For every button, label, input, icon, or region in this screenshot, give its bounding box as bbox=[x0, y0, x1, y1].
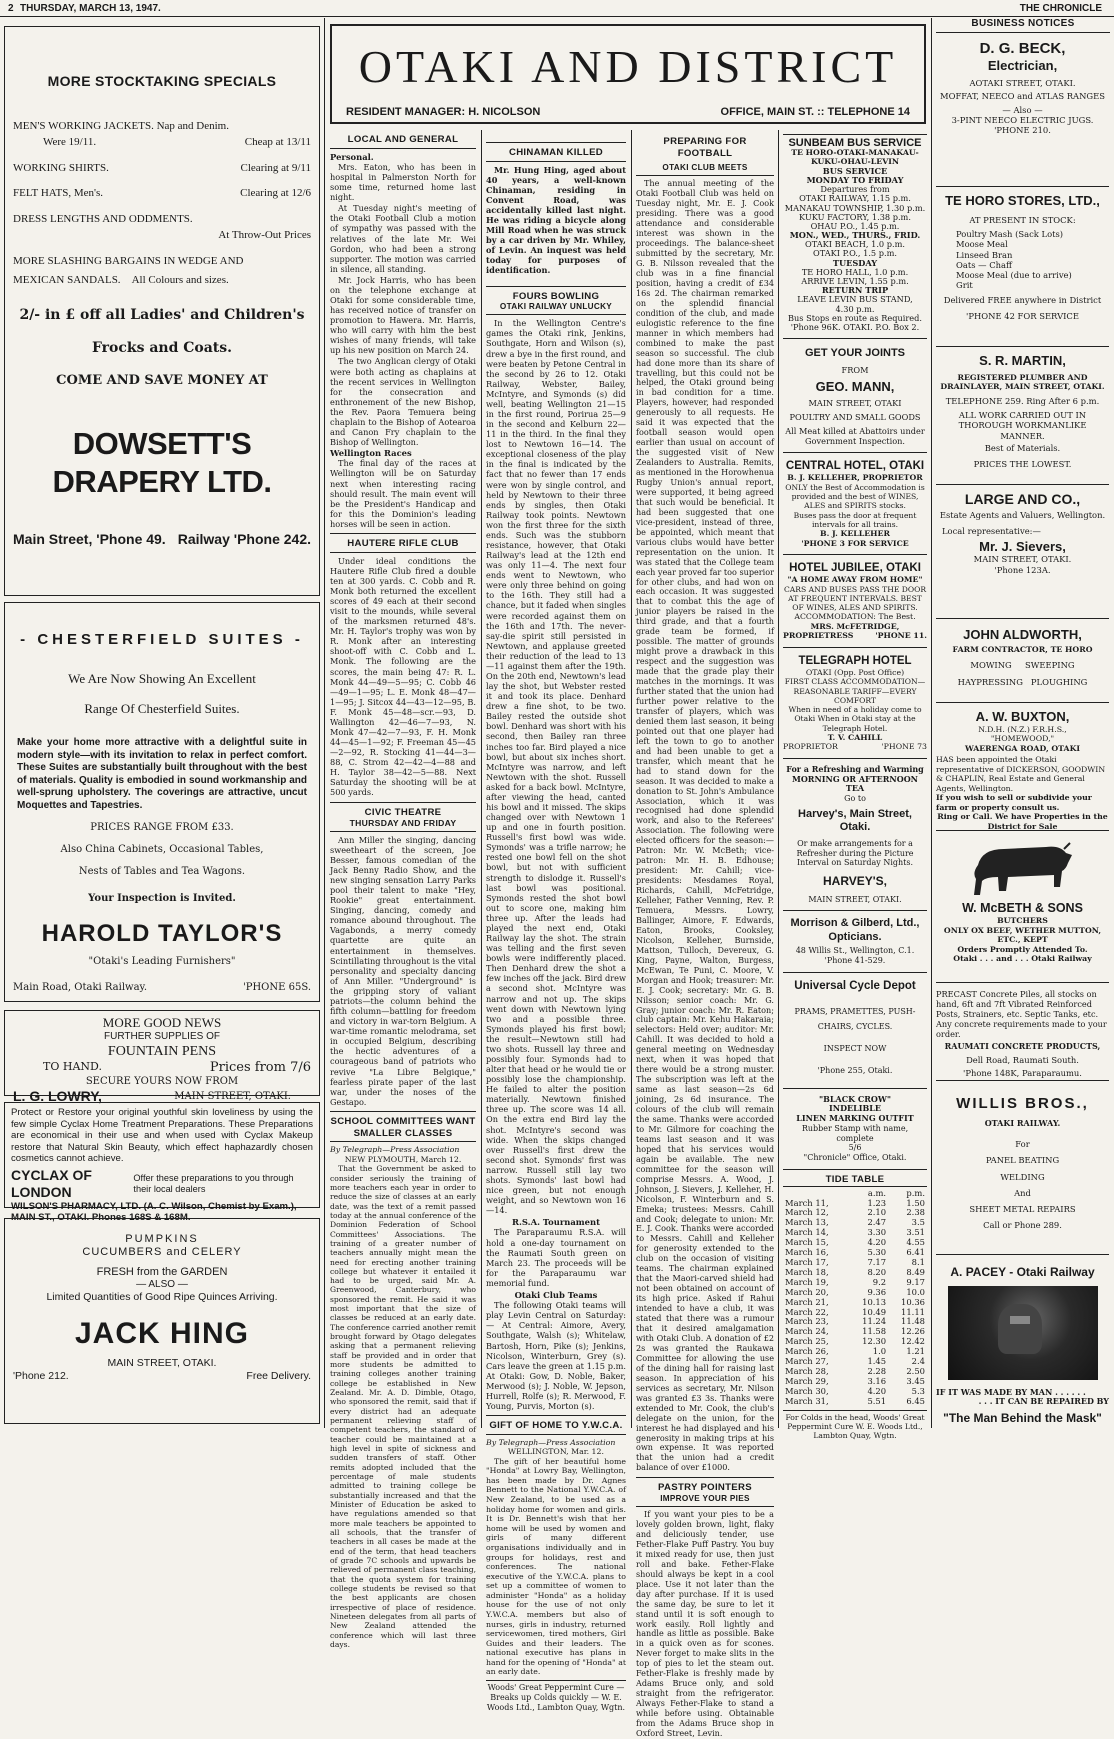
dowsett-line: WORKING SHIRTS. bbox=[13, 161, 109, 174]
taylor-address: Main Road, Otaki Railway. bbox=[13, 982, 148, 994]
dowsett-line: MEN'S WORKING JACKETS. Nap and Denim. bbox=[13, 120, 229, 133]
column-ads bbox=[783, 134, 927, 1441]
tide-row: March 13, 2.47 3.5 bbox=[785, 1217, 925, 1228]
masthead-office: OFFICE, MAIN ST. :: TELEPHONE 14 bbox=[720, 106, 910, 118]
te-horo-stores-ad: TE HORO STORES, LTD., AT PRESENT IN STOCK: Poultry Mash (Sack Lots) Moose Meal Linseed Bran Oats — Chaff Moose Meal (due to arrive) Grit Delivered FREE anywhere in District 'PHONE 42 FOR SERVICE bbox=[936, 186, 1109, 321]
taylor-title: - CHESTERFIELD SUITES - bbox=[20, 631, 304, 648]
welder-photo bbox=[948, 1286, 1098, 1380]
taylor-line: Range Of Chesterfield Suites. bbox=[84, 701, 240, 717]
tide-row: March 26, 1.0 1.21 bbox=[785, 1346, 925, 1357]
buxton-ad: A. W. BUXTON, N.D.H. (N.Z.) F.R.H.S., "HOMEWOOD," WAERENGA ROAD, OTAKI HAS been appointed the Otaki representative of DICKERSON, GOODWIN & CHAPLIN, Real Estate and General Agents, Wellington. If you wish to sell or subdivide your farm or property consult us. Ring or Call. We have Properties in the District for Sale bbox=[936, 702, 1109, 831]
article-text: Under ideal conditions the Hautere Rifle Club fired a double ten at 300 yards. C. Cobb and R. Monk both returned the excellent scores of 49 each at their second visit to the mounds, while several of the marksmen returned 48's. Mr. H. Taylor's trophy was won by R. Monk after an interesting shoot-off with C. Cobb and L. Monk. The following are the scores, the main being 47: R. L. Monk 44—49—5—95; C. Cobb 46—49—1—95; L. E. Monk 48—47—1—95; J. Sitcox 44—43—12—95, B. F. Monk 45—48—scr.—93, D. Wallington 42—46—7—93, N. Monk 47—42—7—93, F. H. Monk 44—45—1—92; F. Freeman 45—45—2—92, R. Stocking 41—44—3—88, C. Strom 42—42—4—88 and H. Taylor 38—42—5—88. Next Saturday the shooting will be at 500 yards. bbox=[330, 555, 476, 798]
taylor-body: Make your home more attractive with a delightful suite in modern style—with its invitation to relax in perfect comfort. These Suites are substantially built throughout with the best of materials. Quality is embodied in sound workmanship and well-sprung upholstery. The coverings are attractive, uncut Moquettes and Tapestries. bbox=[17, 737, 307, 811]
article-text: Mrs. Eaton, who has been in hospital in Palmerston North for some time, returned home last night. At Tuesday night's meeting of the Otaki Football Club a motion of sympathy was passed with the relatives of the late Mr. Wei Gordon, who had been a strong supporter. The motion was carried in silence, all standing. Mr. Jock Harris, who has been on the telephone exchange at Otaki for some considerable time, has received notice of transfer on promotion to Hawera. Mr. Harris, who will carry with him the best wishes of many friends, will take up his new position on March 24. The two Anglican clergy of Otaki were both acting as chaplains at the recent services in Wellington for the consecration and enthronement of the new Bishop, the Rev. Paora Temuera being chaplain to the Bishop of Aotearoa and Canon Fry chaplain to the Bishop of Wellington. bbox=[330, 161, 476, 448]
page-number: 2 bbox=[8, 3, 14, 14]
dowsett-line: At Throw-Out Prices bbox=[218, 229, 311, 242]
dowsett-line: MORE SLASHING BARGAINS IN WEDGE AND bbox=[13, 254, 244, 267]
hing-line: FRESH from the GARDEN bbox=[96, 1265, 228, 1278]
tide-row: March 12, 2.10 2.38 bbox=[785, 1207, 925, 1218]
tide-row: March 11, 1.23 1.50 bbox=[785, 1197, 925, 1208]
large-and-co-ad: LARGE AND CO., Estate Agents and Valuers, Wellington. Local representative:— Mr. J. Sievers, MAIN STREET, OTAKI. 'Phone 123A. bbox=[936, 484, 1109, 575]
dowsett-line: 2/- in £ off all Ladies' and Children's bbox=[19, 307, 305, 324]
hing-line: Limited Quantities of Good Ripe Quinces Arriving. bbox=[46, 1291, 278, 1304]
subheading: R.S.A. Tournament bbox=[512, 1217, 600, 1228]
article-text: The following Otaki teams will play Levin Central on Saturday:— At Central: Aimore, Avery, Southgate, Walsh (s); Whitelaw, Bartosh, Horn, Pike (s); Jenkins, Nicolson, Winterburn, Grey (s). Cars leave the green at 1.15 p.m. At Otaki: Gow, D. Noble, Baker, Merwood (s); J. Noble, W. Jepson, Hurrell, Rolfe (s); R. Merwood, F. Young, Purvis, Morton (s). bbox=[486, 1300, 626, 1411]
dowsett-ad bbox=[4, 26, 320, 596]
jack-hing-ad bbox=[4, 1218, 320, 1424]
sunbeam-ad: SUNBEAM BUS SERVICE TE HORO-OTAKI-MANAKAU-KUKU-OHAU-LEVIN BUS SERVICE MONDAY TO FRIDAY Departures from OTAKI RAILWAY, 1.15 p.m. MANAKAU TOWNSHIP, 1.30 p.m. KUKU FACTORY, 1.38 p.m. OHAU P.O., 1.45 p.m. MON., WED., THURS., FRID. OTAKI BEACH, 1.0 p.m. OTAKI P.O., 1.5 p.m. TUESDAY TE HORO HALL, 1.0 p.m. ARRIVE LEVIN, 1.55 p.m. RETURN TRIP LEAVE LEVIN BUS STAND, 4.30 p.m. Bus Stops en route as Required. 'Phone 96K. OTAKI. P.O. Box 2. bbox=[783, 134, 927, 332]
hing-address: MAIN STREET, OTAKI. bbox=[107, 1356, 217, 1369]
byline: By Telegraph—Press Association bbox=[330, 1145, 460, 1155]
article-heading: PASTRY POINTERS bbox=[636, 1477, 774, 1494]
geo-mann-ad: GET YOUR JOINTS FROM GEO. MANN, MAIN STREET, OTAKI POULTRY AND SMALL GOODS All Meat killed at Abattoirs under Government Inspection. bbox=[783, 338, 927, 446]
dateline: NEW PLYMOUTH, March 12. bbox=[344, 1154, 462, 1164]
beck-ad: D. G. BECK, Electrician, AOTAKI STREET, OTAKI. MOFFAT, NEECO and ATLAS RANGES — Also — 3-PINT NEECO ELECTRIC JUGS. 'PHONE 210. bbox=[940, 40, 1105, 136]
article-heading: SCHOOL COMMITTEES WANT SMALLER CLASSES bbox=[330, 1111, 476, 1142]
cyclax-ad bbox=[4, 1102, 320, 1224]
dowsett-title: MORE STOCKTAKING SPECIALS bbox=[47, 73, 277, 89]
taylor-also: Also China Cabinets, Occasional Tables, bbox=[60, 844, 264, 856]
subheading: Wellington Races bbox=[330, 448, 412, 459]
taylor-invite: Your Inspection is Invited. bbox=[88, 892, 236, 904]
black-crow-ad: "BLACK CROW" INDELIBLE LINEN MARKING OUTFIT Rubber Stamp with name, complete 5/6 "Chronicle" Office, Otaki. bbox=[783, 1088, 927, 1163]
article-text: The annual meeting of the Otaki Football Club was held on Tuesday night, Mr. E. J. Cook presiding. There was a good attendance and considerable interest was shown in the proceedings. The balance-sheet submitted by the secretary, Mr. G. B. Nilsson revealed that the club was in a fine financial position, having a credit of £34 16s 2d. The chairman remarked on the splendid financial condition of the club, and made eulogistic reference to the fine manner in which members had combined to make the past season so successful. The club had done more than its share of travelling, but this could not be helped, the Otaki ground being in bad condition for a time. Players, however, had responded generously to all requests. He said it was expected that the football season would open earlier than usual on account of the suggested visit of New Zealanders to Australia. Remits, as mentioned in the Horowhenua Rugby Union's annual report, were supported, it being agreed that such would be beneficial. It had been suggested that one vice-president, instead of three, be appointed, which meant that various clubs would have better representation on the union. It was stated that the College team each year proved far too superior for other clubs, and had won on each occasion. It was suggested that to combat this the age of junior players be raised in the third grade, and that a fourth grade team be formed, if possible. The matter of grounds might prove a drawback in this respect and the suggestion was made that the grade play their matches in the mornings. It was further stated that the union had further power relative to the transfer of players, which was denied them last season, it being pointed out that one player had left the town to go to another and had been unable to get a transfer, which meant that he had to stand down for the season. It was decided to make a donation to St. John's Ambulance Association, which it was recognised had done splendid work, and also to the Referees' Association. The following were elected officers for the season:—Patron: Mr. W. McBeth; vice-patron: Mr. H. B. Edhouse; president: Mr. Cahill; vice-presidents: Mesdames Royal, Richards, Cahill, McFetridge, Kelleher, Father Venning, Rev. P. Temuera, Messrs. Lowry, Ballinger, Aimore, F. Edwards, Eaton, Brooks, Cooksley, Nicolson, Kelleher, Burnside, Mattson, Tulloch, Devereux, G. King, Payne, Walton, Burgess, McEwan, Te Puni, C. Moore, V. Morgan and Hook; treasurer: Mr. E. J. Cook; secretary: Mr. G. B. Nilsson; senior coach: Mr. G. Gray; junior coach: Mr. R. Eaton; club captain: Mr. Kehu Hakaraia; selectors: Held over; auditor: Mr. Cahill. It was decided to hold a general meeting on Wednesday next, when it was hoped that there would be a strong muster. The subscription was left at the same as last season—2s 6d joining, 2s 6d insurance. The colours of the club will remain the same. Thanks were accorded to Mr. Gilmore for coaching the teams last season and it was hoped that his services would again be available. The new committee for the season will comprise Messrs. A. Wood, J. Johnson, J. Sievers, J. Kelleher, H. Nicolson, F. Winterburn and S. Emeka; trustees: Messrs. Cahill and Cook; delegate to union: Mr. E. J. Cook. Thanks were accorded to Messrs. Cahill and Kelleher for generosity extended to the club on the occasion of visiting teams. The chairman explained that the Maori-carved shield had not been obtained on account of its high price. Asked if Rahui intended to have a club, it was stated that there was a rumour that it desired amalgamation with Otaki Club. A donation of £2 2s was granted the Raukawa Committee for allowing the use of the dining hall for raising last season. In appreciation of his services as secretary, Mr. Nilson was granted £3 3s. Thanks were extended to Mr. Cook, the club's delegate on the union, for the interest he had displayed and his generosity in making trips at his own expense. It was reported that the union had a credit balance of over £1000. bbox=[636, 178, 774, 1473]
masthead bbox=[330, 24, 926, 124]
hing-line: — ALSO — bbox=[136, 1279, 188, 1291]
masthead-manager: RESIDENT MANAGER: H. NICOLSON bbox=[346, 106, 541, 118]
dowsett-line: Clearing at 9/11 bbox=[240, 161, 311, 174]
column-business-notices bbox=[936, 18, 1110, 1428]
lowry-line: TO HAND. bbox=[43, 1060, 102, 1074]
article-heading: HAUTERE RIFLE CLUB bbox=[330, 533, 476, 553]
tide-row: March 14, 3.30 3.51 bbox=[785, 1227, 925, 1238]
tide-row: March 31, 5.51 6.45 bbox=[785, 1395, 925, 1406]
dowsett-line: MEXICAN SANDALS. bbox=[13, 273, 121, 286]
tide-row: March 19, 9.2 9.17 bbox=[785, 1276, 925, 1287]
lowry-line: FOUNTAIN PENS bbox=[107, 1044, 217, 1060]
article-subheading: THURSDAY AND FRIDAY bbox=[330, 818, 476, 831]
lowry-line: SECURE YOURS NOW FROM bbox=[85, 1075, 239, 1087]
dowsett-line: DRESS LENGTHS AND ODDMENTS. bbox=[13, 212, 193, 225]
tide-row: March 15, 4.20 4.55 bbox=[785, 1237, 925, 1248]
willis-bros-ad: WILLIS BROS., OTAKI RAILWAY. For PANEL BEATING WELDING And SHEET METAL REPAIRS Call or Phone 289. bbox=[936, 1080, 1109, 1231]
cyclax-offer: Offer these preparations to you through their local dealers bbox=[133, 1173, 294, 1194]
article-heading: LOCAL AND GENERAL bbox=[330, 134, 476, 149]
article-subheading: OTAKI RAILWAY UNLUCKY bbox=[486, 302, 626, 315]
article-heading: PREPARING FOR FOOTBALL bbox=[663, 136, 747, 159]
dowsett-line: FELT HATS, Men's. bbox=[13, 187, 103, 200]
subheading: Personal. bbox=[330, 151, 374, 162]
lowry-line: MORE GOOD NEWS bbox=[102, 1015, 222, 1030]
byline: By Telegraph—Press Association bbox=[486, 1437, 616, 1447]
dowsett-line: Clearing at 12/6 bbox=[240, 187, 311, 200]
tide-row: March 20, 9.36 10.0 bbox=[785, 1286, 925, 1297]
cycle-depot-ad: Universal Cycle Depot PRAMS, PRAMETTES, PUSH- CHAIRS, CYCLES. INSPECT NOW 'Phone 255, Otaki. bbox=[783, 972, 927, 1076]
lowry-ad bbox=[4, 1010, 320, 1105]
hing-delivery: Free Delivery. bbox=[246, 1369, 311, 1382]
article-heading: CIVIC THEATRE bbox=[330, 802, 476, 819]
tide-row: March 28, 2.28 2.50 bbox=[785, 1365, 925, 1376]
woods-ad: Woods' Great Peppermint Cure — Breaks up Colds quickly — W. E. Woods Ltd., Lambton Quay, Wgtn. bbox=[486, 1680, 626, 1712]
hing-phone: 'Phone 212. bbox=[13, 1369, 69, 1382]
dowsett-line: All Colours and sizes. bbox=[131, 273, 229, 286]
taylor-phone: 'PHONE 65S. bbox=[242, 982, 311, 994]
tide-table: TIDE TABLE a.m. p.m. March 11, 1.23 1.50 March 12, 2.10 2.38 March 13, 2.47 3.5 March 14, 3.30 3.51 March 15, 4.20 4.55 March 16, 5.30 6.41 March 17, 7.17 8.1 March 18, 8.20 8.49 March 19, 9.2 9.17 March 20, 9.36 10.0 March 21, 10.13 10.36 March 22, 10.49 11.11 March 23, 11.24 11.48 March 24, 11.58 12.26 March 25, 12.30 12.42 March 26, 1.0 1.21 March 27, 1.45 2.4 March 28, 2.28 2.50 March 29, 3.16 3.45 March 30, 4.20 5.3 March 31, 5.51 6.45 bbox=[783, 1169, 927, 1407]
article-subheading: OTAKI CLUB MEETS bbox=[636, 163, 774, 176]
tide-row: March 30, 4.20 5.3 bbox=[785, 1385, 925, 1396]
cyclax-pharmacy: WILSON'S PHARMACY, LTD. (A. C. Wilson, Chemist by Exam.), MAIN ST., OTAKI. Phones 168S & 168M. bbox=[11, 1200, 297, 1224]
john-aldworth-ad: JOHN ALDWORTH, FARM CONTRACTOR, TE HORO MOWING SWEEPING HAYPRESSING PLOUGHING bbox=[936, 618, 1109, 687]
tide-row: March 27, 1.45 2.4 bbox=[785, 1356, 925, 1367]
lowry-line: FURTHER SUPPLIES OF bbox=[104, 1030, 220, 1042]
pacey-ad: A. PACEY - Otaki Railway IF IT WAS MADE BY MAN . . . . . . . . . IT CAN BE REPAIRED BY "The Man Behind the Mask" bbox=[936, 1254, 1109, 1426]
article-text: Mr. Hung Hing, aged about 40 years, a well-known Chinaman, residing in Convent Road, was accidentally killed last night. He was riding a bicycle along Mill Road when he was struck by a car driven by Mr. Whiley, of Levin. An inquest was held today for purposes of identification. bbox=[486, 164, 626, 276]
business-notices-title: BUSINESS NOTICES bbox=[936, 18, 1110, 33]
article-text: The Paraparaumu R.S.A. will hold a one-day tournament on the Raumati South green on March 23. The proceeds will be for the Paraparaumu war memorial fund. bbox=[486, 1227, 626, 1288]
hing-line: PUMPKINS bbox=[125, 1233, 199, 1245]
bull-icon bbox=[968, 835, 1078, 901]
sr-martin-ad: S. R. MARTIN, REGISTERED PLUMBER AND DRAINLAYER, MAIN STREET, OTAKI. TELEPHONE 259. Ring After 6 p.m. ALL WORK CARRIED OUT IN THOROUGH WORKMANLIKE MANNER. Best of Materials. PRICES THE LOWEST. bbox=[936, 346, 1109, 469]
page-date: THURSDAY, MARCH 13, 1947. bbox=[20, 3, 161, 14]
masthead-title: OTAKI AND DISTRICT bbox=[358, 41, 898, 92]
lowry-name: L. G. LOWRY, bbox=[13, 1088, 102, 1105]
article-heading: GIFT OF HOME TO Y.W.C.A. bbox=[486, 1415, 626, 1435]
lowry-address: MAIN STREET, OTAKI. bbox=[174, 1091, 291, 1103]
taylor-price: PRICES RANGE FROM £33. bbox=[90, 822, 234, 834]
article-text: The gift of her beautiful home "Honda" at Lowry Bay, Wellington, has been made by Dr. Agnes Bennett to the National Y.W.C.A. of New Zealand, to be used as a holiday home for women and girls. It is Dr. Bennett's wish that her home will be used by women and girls of many different organisations individually and in groups for holidays, rest and conferences. The national executive of the Y.W.C.A. plans to set up a committee of women to administer "Honda" as a holiday house for the use of not only Y.W.C.A. members but also of nurses, girls in industry, returned servicewomen, tired mothers, Girl Guides and their leaders. The national executive has plans in hand for the opening of "Honda" at an early date. bbox=[486, 1456, 626, 1677]
tide-row: March 17, 7.17 8.1 bbox=[785, 1257, 925, 1267]
article-heading: FOURS BOWLING bbox=[486, 286, 626, 303]
hotel-jubilee-ad: HOTEL JUBILEE, OTAKI "A HOME AWAY FROM HOME" CARS AND BUSES PASS THE DOOR AT FREQUENT INTERVALS. BEST OF WINES, ALES AND SPIRITS. ACCOMMODATION: The Best. MRS. McFETRIDGE, PROPRIETRESS 'PHONE 11. bbox=[783, 554, 927, 641]
dowsett-rail: Railway 'Phone 242. bbox=[177, 530, 311, 547]
central-hotel-ad: CENTRAL HOTEL, OTAKI B. J. KELLEHER, PROPRIETOR ONLY the Best of Accommodation is provided and the best of WINES, ALES and SPIRITS stocks. Buses pass the door at frequent intervals for all trains. B. J. KELLEHER 'PHONE 3 FOR SERVICE bbox=[783, 452, 927, 548]
cyclax-name: CYCLAX OF LONDON bbox=[11, 1166, 92, 1200]
tide-row: March 29, 3.16 3.45 bbox=[785, 1375, 925, 1386]
article-text: Ann Miller the singing, dancing sweetheart of the screen, Joe Besser, famous comedian of the Jack Benny Radio Show, and the new singing sensation Larry Parks pool their talent to make "Hey, Rookie" great entertainment. Singing, dancing, comedy and romance abound throughout. The Vagabonds, a merry comedy quartette are quite an entertainment in themselves. Scintillating throughout is the vital personality and specialty dancing of Ann Miller. "Underground" is the gripping story of valiant patriots—the column behind the fifth column—battling for freedom and victory in war-torn Belgium. A war-time romantic melodrama, set in occupied Belgium, describing the hectic adventures of a courageous band of patriots who revive "La Libre Belgique," fearless pirate paper of the last war, under the noses of the Gestapo. bbox=[330, 834, 476, 1107]
hing-name: JACK HING bbox=[74, 1317, 249, 1351]
taylor-ad bbox=[4, 602, 320, 1002]
dowsett-line: Frocks and Coats. bbox=[91, 340, 233, 357]
taylor-line: We Are Now Showing An Excellent bbox=[68, 671, 256, 687]
article-text: If you want your pies to be a lovely golden brown, light, flaky and deliciously tender, use Fether-Flake Puff Pastry. You buy it mixed ready for use, then just roll and bake. Fether-Flake should always be kept in a cool place. Use it not later than the day after purchase. If it is used the same day, be sure to let it stand until it is soft enough to work easily. Roll lightly and handle as little as possible. Bake in a quick oven as for scones. Never forget to make slits in the top of pies to let the steam out. Fether-Flake is freshly made by Adams Bruce only, and sold straight from the refrigerator. Always Fether-Flake to stand a while before using. Obtainable from the Adams Bruce shop in Oxford Street, Levin. bbox=[636, 1509, 774, 1738]
dowsett-line: Cheap at 13/11 bbox=[244, 136, 311, 149]
raumati-concrete-ad: PRECAST Concrete Piles, all stocks on hand, 6ft and 7ft Vibrated Reinforced Posts, Strainers, etc. Septic Tanks, etc. Any concrete requirements made to your order. RAUMATI CONCRETE PRODUCTS, Dell Road, Raumati South. 'Phone 148K, Paraparaumu. bbox=[936, 982, 1109, 1078]
lowry-price: Prices from 7/6 bbox=[209, 1060, 311, 1076]
tide-row: March 22, 10.49 11.11 bbox=[785, 1306, 925, 1317]
article-text: The final day of the races at Wellington will be on Saturday next when interesting racing should result. The main event will be the President's Handicap and for this the Dominion's leading horses will be seen in action. bbox=[330, 458, 476, 529]
taylor-nests: Nests of Tables and Tea Wagons. bbox=[78, 866, 246, 878]
tide-row: March 24, 11.58 12.26 bbox=[785, 1326, 925, 1337]
column-local-general bbox=[330, 134, 476, 1649]
harveys-ad: For a Refreshing and Warming MORNING OR AFTERNOON TEA Go to Harvey's, Main Street, Otaki. Or make arrangements for a Refresher during the Picture Interval on Saturday Nights. HARVEY'S, MAIN STREET, OTAKI. bbox=[783, 758, 927, 904]
column-football bbox=[636, 134, 774, 1738]
hing-line: CUCUMBERS and CELERY bbox=[82, 1246, 242, 1259]
dowsett-address: Main Street, 'Phone 49. bbox=[13, 530, 166, 547]
cyclax-body: Protect or Restore your original youthful skin loveliness by using the few simple Cyclax Home Treatment Preparations. These Preparations are economical in their use and when used with Cyclax Makeup restore that Natural Skin Beauty, which effect haphazardly chosen cosmetics cannot achieve. bbox=[11, 1107, 313, 1164]
tide-row: March 16, 5.30 6.41 bbox=[785, 1247, 925, 1258]
tide-row: March 21, 10.13 10.36 bbox=[785, 1296, 925, 1307]
tide-row: March 18, 8.20 8.49 bbox=[785, 1266, 925, 1277]
telegraph-hotel-ad: TELEGRAPH HOTEL OTAKI (Opp. Post Office) FIRST CLASS ACCOMMODATION—REASONABLE TARIFF—EVERY COMFORT When in need of a holiday come to Otaki When in Otaki stay at the Telegraph Hotel. T. V. CAHILL PROPRIETOR 'PHONE 73 bbox=[783, 647, 927, 752]
tide-row: March 25, 12.30 12.42 bbox=[785, 1336, 925, 1347]
woods-ad: For Colds in the head, Woods' Great Peppermint Cure W. E. Woods Ltd., Lambton Quay, Wgtn. bbox=[783, 1410, 927, 1441]
subheading: Otaki Club Teams bbox=[514, 1289, 598, 1300]
opticians-ad: Morrison & Gilberd, Ltd., Opticians. 48 Willis St., Wellington, C.1. 'Phone 41-529. bbox=[783, 910, 927, 965]
mcbeth-ad: W. McBETH & SONS BUTCHERS ONLY OX BEEF, WETHER MUTTON, ETC., KEPT Orders Promptly Attended To. Otaki . . . and . . . Otaki Railway bbox=[936, 830, 1109, 964]
column-news bbox=[486, 134, 626, 1712]
tide-row: March 23, 11.24 11.48 bbox=[785, 1316, 925, 1327]
dateline: WELLINGTON, Mar. 12. bbox=[508, 1447, 604, 1457]
dowsett-line: Were 19/11. bbox=[43, 136, 97, 149]
article-subheading: IMPROVE YOUR PIES bbox=[636, 1494, 774, 1507]
article-text: In the Wellington Centre's games the Otaki rink, Jenkins, Southgate, Horn and Wilson (s), drew a bye in the first round, and were beaten by Petone Central in the second by 26 to 12. Otaki Railway, Webster, Bailey, McIntyre, and Symonds (s) did well, beating Wellington 21—15 in the first round, Porirua 25—9 in the second and Kelburn 22—11 in the third. In the final they lost to Newtown 16—14. The exceptional closeness of the play in the final is indicated by the fact that no fewer than 17 ends were won by single control, and held by Newtown to their three ends by singles, then Otaki Railway took points. Newtown won the first three for the sixth ends. Such was the stubborn resistance, however, that Otaki Railway's lead at the 12th end was only 11—4. The next four ends went to Newtown, who were only three behind on going to the 16th. They still had a chance, but it faded when singles were recorded against them on the 16th and 17th. The never-say-die spirit still persisted in Newtown, and applause greeted their reduction of the lead to 13—11 against them after the 19th. On the 20th end, Newtown's lead lay the shot, but Webster rested it and took its place. Denhard drew a fine shot, to be two. Bailey rested the outside shot bowl. Denhard was short with his second, then Bailey ran three inches too far. Bird played a nice bowl, but about six inches short. McIntyre was narrow, and left Newtown with the shot. Russell asked for a back bowl. McIntyre, after viewing the head, canted his bowl and it missed. The skips changed over with Newtown 1 up and one in fourth position. Russell's first bowl was wide. Symonds' was a trifle narrow; he rested one bowl fell on the shot bowl, but not with sufficient strength to dislodge it. Russell's last bowl was positional. Symonds rested the shot bowl out to score one, making him three up. After the leads had played the next end, Otaki Railway lay the shot. The strain was telling and the first seven bowls were indifferently placed. Then Denhard drew the shot a few inches off the jack. Bird drew a second shot. McIntyre was narrow and not up. The skips went down with Newtown lying two and a possible three. Symonds played his first bowl; the result—Newtown still had two shots. Russell lay three and possibly four. Symonds had to alter that head or he would tie or possibly lose the championship. He failed to alter the position materially. Newtown finished three up. The score was 14 all. On the extra end Bird lay the shot. McIntyre's second was wide. When the skips changed over Russell's first drew the second shot. Symonds' first was narrow. Russell still lay two shots. Symonds' last bowl had nice green, but not enough weight, and so Newtown won 16—14. bbox=[486, 318, 626, 1216]
taylor-tag: "Otaki's Leading Furnishers" bbox=[88, 956, 236, 968]
taylor-name: HAROLD TAYLOR'S bbox=[41, 919, 283, 947]
dowsett-name: DOWSETT'S DRAPERY LTD. bbox=[52, 426, 272, 500]
dowsett-line: COME AND SAVE MONEY AT bbox=[56, 373, 268, 389]
article-heading: CHINAMAN KILLED bbox=[486, 142, 626, 162]
article-text: That the Government be asked to consider seriously the training of more teachers each year in order to reduce the size of classes at an early date, was the text of a remit passed today at the annual conference of the Dominion Federation of School Committees' Associations. The training of a greater number of teachers annually might mean the need for erecting another training college but whatever it entailed it had to be urged, said Mr. A. Greenwood, Canterbury, who sponsored the remit. He said it was most important that the size of classes be reduced at an early date. The conference carried another remit brought forward by Otago delegates asking that a permanent relieving staff be provided and in order that more students be admitted to training colleges another training college be established in New Zealand. Mr. A. D. Dimble, Otago, who sponsored the remit, said that if every district had an adequate permanent relieving staff of competent teachers, the standard of teacher could be maintained at a high level in spite of sickness and sudden transfers of staff. Other remits adopted included that the percentage of male students admitted to training college be substantially increased and that the Minister of Education be asked to have regulations amended so that more male teachers be appointed to all schools, that the transfer of teachers in all cases be made at the end of the term, that head teachers of grade 7C schools and upwards be relieved of permanent class teaching, that the quota system for training college students be revised so that the best applicants are chosen irrespective of place of residence. Nineteen delegates from all parts of New Zealand attended the conference which will last three days. bbox=[330, 1164, 476, 1649]
paper-name: THE CHRONICLE bbox=[1019, 3, 1102, 14]
